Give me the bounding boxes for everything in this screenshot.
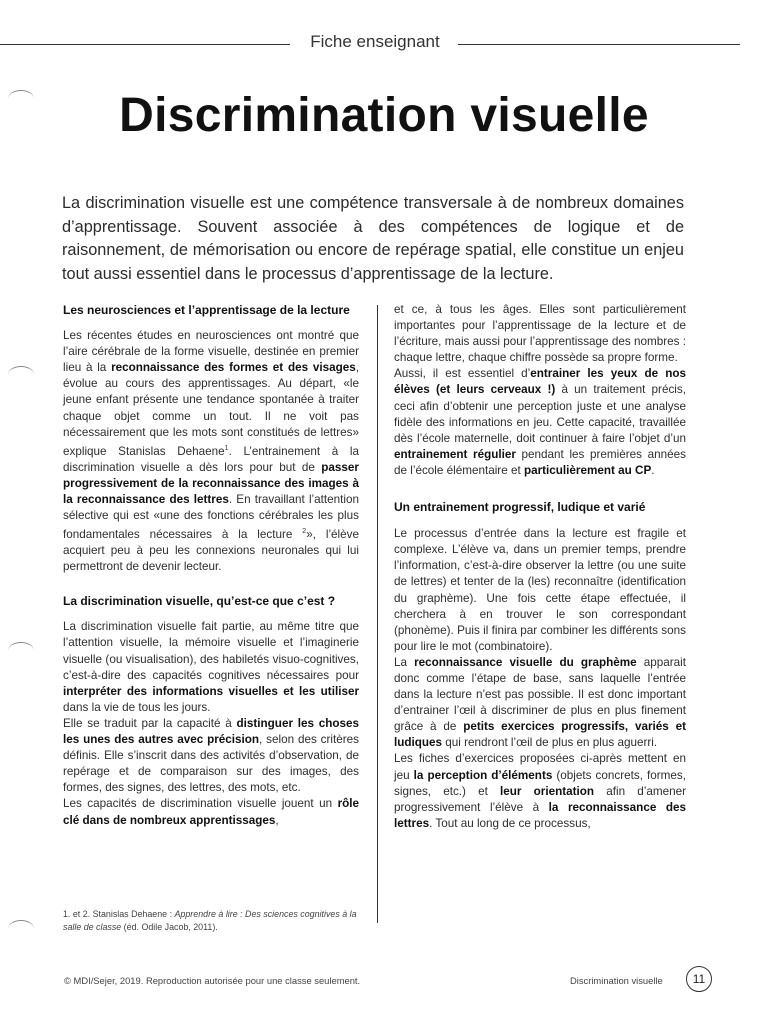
binder-hole — [8, 366, 34, 383]
column-divider — [377, 305, 378, 923]
left-column — [63, 302, 359, 829]
intro-paragraph: La discrimination visuelle est une compétence transversale à de nombreux domaines d’apprentissage. Souvent associée à des compétences de logique et de raisonnement, de mémorisation ou encore de repérage spatial, elle constitue un enjeu tout aussi essentiel dans le processus d’apprentissage de la lecture. — [62, 194, 684, 283]
binder-hole — [8, 920, 34, 937]
paragraph: et ce, à tous les âges. Elles sont particulièrement importantes pour l’apprentissage de la lecture et de l’écriture, mais aussi pour l’apprentissage des nombres : chaque lettre, chaque chiffre possède sa propre forme. — [394, 303, 686, 365]
paragraph: Le processus d’entrée dans la lecture est fragile et complexe. L’élève va, dans un premier temps, prendre l’information, c’est-à-dire observer la lettre (ou une suite de lettres) et tenter de la (les) reconnaître (identification du graphème). Une fois cette étape effectuée, il cherchera à en trouver le son correspondant (phonème). Puis il finira par combiner les différents sons pour lire le mot (combinatoire). — [394, 527, 686, 653]
paragraph: Les récentes études en neurosciences ont montré que l’aire cérébrale de la forme visuelle, destinée en premier lieu à la reconnaissance des formes et des visages, évolue au cours des apprentissages. Au départ, «le jeune enfant présente une tendance spontanée à traiter chaque objet comme un tout. Il ne voit pas nécessairement que les mots sont constitués de lettres» explique Stanislas Dehaene$^1$. L’entrainement à la discrimination visuelle a dès lors pour but de passer progressivement de la reconnaissance des images à la reconnaissance des lettres. En travaillant l’attention sélective qui est «une des fonctions cérébrales les plus fondamentales nécessaires à la lecture $^2$», l’élève acquiert peu à peu les connexions neuronales qui lui permettront de devenir lecteur. — [63, 329, 359, 574]
paragraph: Elle se traduit par la capacité à distinguer les choses les unes des autres avec précision, selon des critères définis. Elle s’inscrit dans des activités d’observation, de repérage et de comparaison sur des images, des formes, des signes, des lettres, des mots, etc. — [63, 716, 359, 795]
copyright-notice: © MDI/Sejer, 2019. Reproduction autorisée pour une classe seulement. — [64, 975, 361, 986]
paragraph: La discrimination visuelle fait partie, au même titre que l’attention visuelle, la mémoire visuelle et l’imaginerie visuelle (ou visualisation), des habiletés visuo-cognitives, c’est-à-dire des capacités cognitives nécessaires pour interpréter des informations visuelles et les utiliser dans la vie de tous les jours. — [63, 620, 359, 714]
paragraph: La reconnaissance visuelle du graphème apparait donc comme l’étape de base, sans laquelle l’entrée dans la lecture n’est pas possible. Il est donc important d’entrainer l’œil à discriminer de plus en plus finement grâce à de petits exercices progressifs, variés et ludiques qui rendront l’œil de plus en plus aguerri. — [394, 655, 686, 750]
section-heading: Les neurosciences et l’apprentissage de la lecture — [63, 303, 350, 317]
header-title: Fiche enseignant — [310, 32, 440, 51]
header-rule-right — [458, 44, 740, 45]
header-rule-left — [0, 44, 290, 45]
footnote: 1. et 2. Stanislas Dehaene : Apprendre à lire : Des sciences cognitives à la salle de classe (éd. Odile Jacob, 2011). — [63, 909, 357, 932]
footer-section-title: Discrimination visuelle — [570, 975, 663, 986]
section-heading: Un entrainement progressif, ludique et varié — [394, 500, 646, 515]
paragraph: Les fiches d’exercices proposées ci-après mettent en jeu la perception d’éléments (objets concrets, formes, signes, etc.) et leur orientation afin d’amener progressivement l’élève à la reconnaissance des lettres. Tout au long de ce processus, — [394, 752, 686, 830]
paragraph: Les capacités de discrimination visuelle jouent un rôle clé dans de nombreux apprentissages, — [63, 797, 359, 827]
right-column — [394, 302, 686, 832]
binder-hole — [8, 642, 34, 659]
section-heading: La discrimination visuelle, qu’est-ce que c’est ? — [63, 594, 336, 609]
page-header — [0, 32, 768, 56]
page-title: Discrimination visuelle — [119, 89, 649, 142]
page-number: 11 — [686, 966, 712, 992]
paragraph: Aussi, il est essentiel d’entrainer les yeux de nos élèves (et leurs cerveaux !) à un traitement précis, ceci afin d’obtenir une perception juste et une analyse fidèle des informations en jeu. Cette capacité, travaillée dès l’école maternelle, doit continuer à faire l’objet d’un entrainement régulier pendant les premières années de l’école élémentaire et particulièrement au CP. — [394, 367, 687, 477]
